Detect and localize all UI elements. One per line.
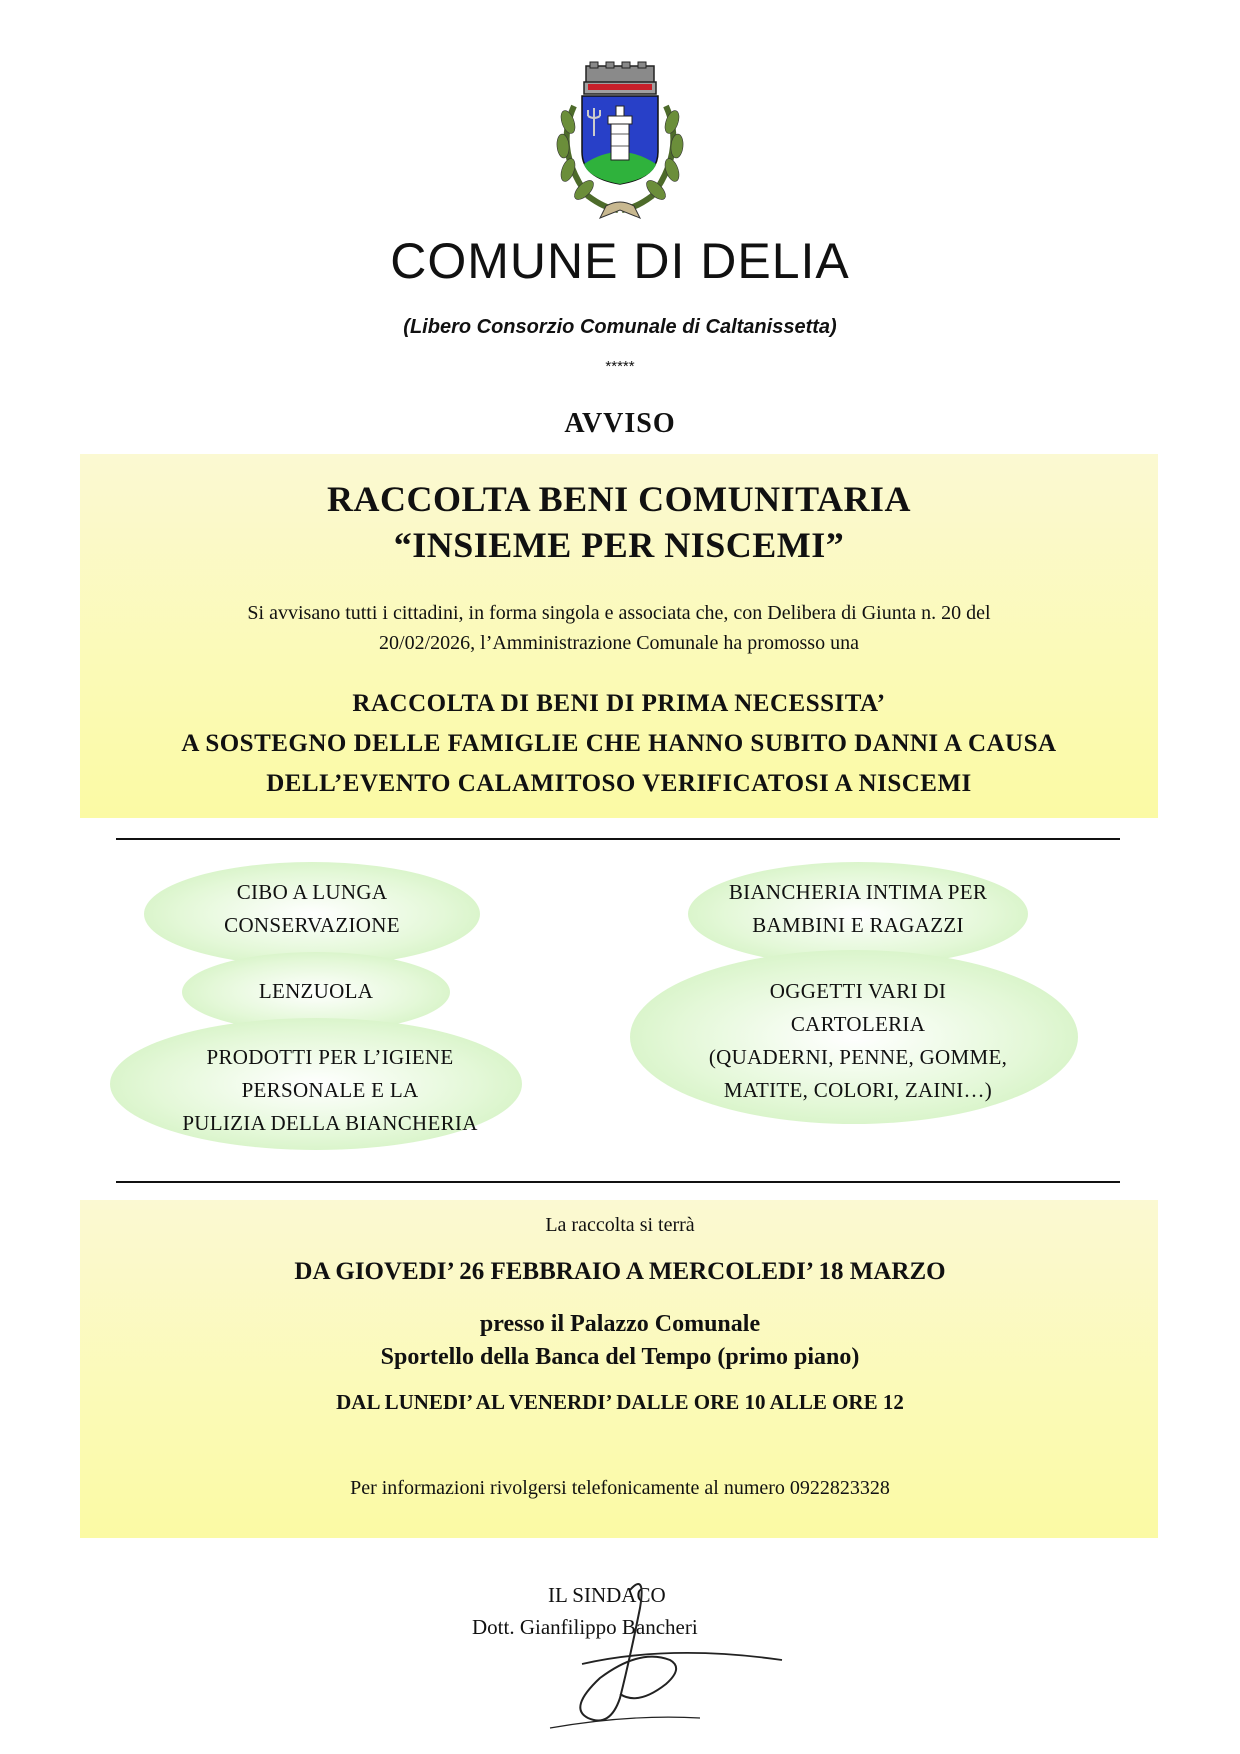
collection-title-line-1: RACCOLTA BENI COMUNITARIA bbox=[327, 479, 911, 519]
item-stationery-line-2: CARTOLERIA bbox=[790, 1012, 926, 1036]
announcement-box bbox=[80, 454, 1158, 818]
signature-name: Dott. Gianfilippo Bancheri bbox=[472, 1615, 698, 1639]
necessity-line-2: A SOSTEGNO DELLE FAMIGLIE CHE HANNO SUBITO DANNI A CAUSA bbox=[181, 730, 1057, 757]
item-underwear-line-1: BIANCHERIA INTIMA PER bbox=[728, 880, 988, 904]
item-hygiene bbox=[110, 1041, 550, 1140]
item-underwear bbox=[688, 876, 1028, 942]
schedule-dates: DA GIOVEDI’ 26 FEBBRAIO A MERCOLEDI’ 18 MARZO bbox=[294, 1258, 946, 1285]
divider-top bbox=[116, 838, 1120, 840]
item-stationery-line-1: OGGETTI VARI DI bbox=[769, 979, 947, 1003]
necessity-line-1: RACCOLTA DI BENI DI PRIMA NECESSITA’ bbox=[352, 690, 886, 717]
item-hygiene-line-3: PULIZIA DELLA BIANCHERIA bbox=[182, 1111, 478, 1135]
separator-stars: ***** bbox=[605, 358, 635, 375]
collection-title bbox=[80, 476, 1158, 568]
necessity-heading bbox=[80, 684, 1158, 804]
coat-of-arms-icon bbox=[548, 60, 692, 220]
item-food-line-2: CONSERVAZIONE bbox=[224, 913, 400, 937]
item-underwear-line-2: BAMBINI E RAGAZZI bbox=[752, 913, 964, 937]
item-food-line-1: CIBO A LUNGA bbox=[236, 880, 388, 904]
contact-info: Per informazioni rivolgersi telefonicamente al numero 0922823328 bbox=[350, 1477, 890, 1499]
item-sheets bbox=[182, 975, 450, 1008]
schedule-place bbox=[0, 1308, 1240, 1374]
schedule-place-line-1: presso il Palazzo Comunale bbox=[479, 1311, 761, 1337]
signature-title: IL SINDACO bbox=[548, 1583, 666, 1607]
notice-label: AVVISO bbox=[564, 408, 676, 439]
intro-line-2: 20/02/2026, l’Amministrazione Comunale ha promosso una bbox=[379, 632, 859, 654]
schedule-place-line-2: Sportello della Banca del Tempo (primo piano) bbox=[380, 1344, 860, 1370]
item-stationery-line-4: MATITE, COLORI, ZAINI…) bbox=[723, 1078, 993, 1102]
schedule-intro: La raccolta si terrà bbox=[545, 1214, 695, 1236]
divider-bottom bbox=[116, 1181, 1120, 1183]
item-sheets-line: LENZUOLA bbox=[258, 979, 374, 1003]
schedule-hours: DAL LUNEDI’ AL VENERDI’ DALLE ORE 10 ALLE ORE 12 bbox=[336, 1390, 904, 1414]
item-hygiene-line-1: PRODOTTI PER L’IGIENE bbox=[206, 1045, 454, 1069]
intro-line-1: Si avvisano tutti i cittadini, in forma singola e associata che, con Delibera di Giunta n. 20 del bbox=[247, 602, 991, 624]
handwritten-signature-icon bbox=[470, 1568, 790, 1738]
municipality-subtitle: (Libero Consorzio Comunale di Caltanissetta) bbox=[403, 316, 837, 338]
municipality-title: COMUNE DI DELIA bbox=[390, 233, 850, 289]
collection-title-line-2: “INSIEME PER NISCEMI” bbox=[393, 525, 845, 565]
item-hygiene-line-2: PERSONALE E LA bbox=[241, 1078, 419, 1102]
item-stationery-line-3: (QUADERNI, PENNE, GOMME, bbox=[708, 1045, 1008, 1069]
item-stationery bbox=[688, 975, 1028, 1107]
necessity-line-3: DELL’EVENTO CALAMITOSO VERIFICATOSI A NISCEMI bbox=[266, 770, 972, 797]
intro-text bbox=[120, 598, 1118, 658]
item-food bbox=[144, 876, 480, 942]
